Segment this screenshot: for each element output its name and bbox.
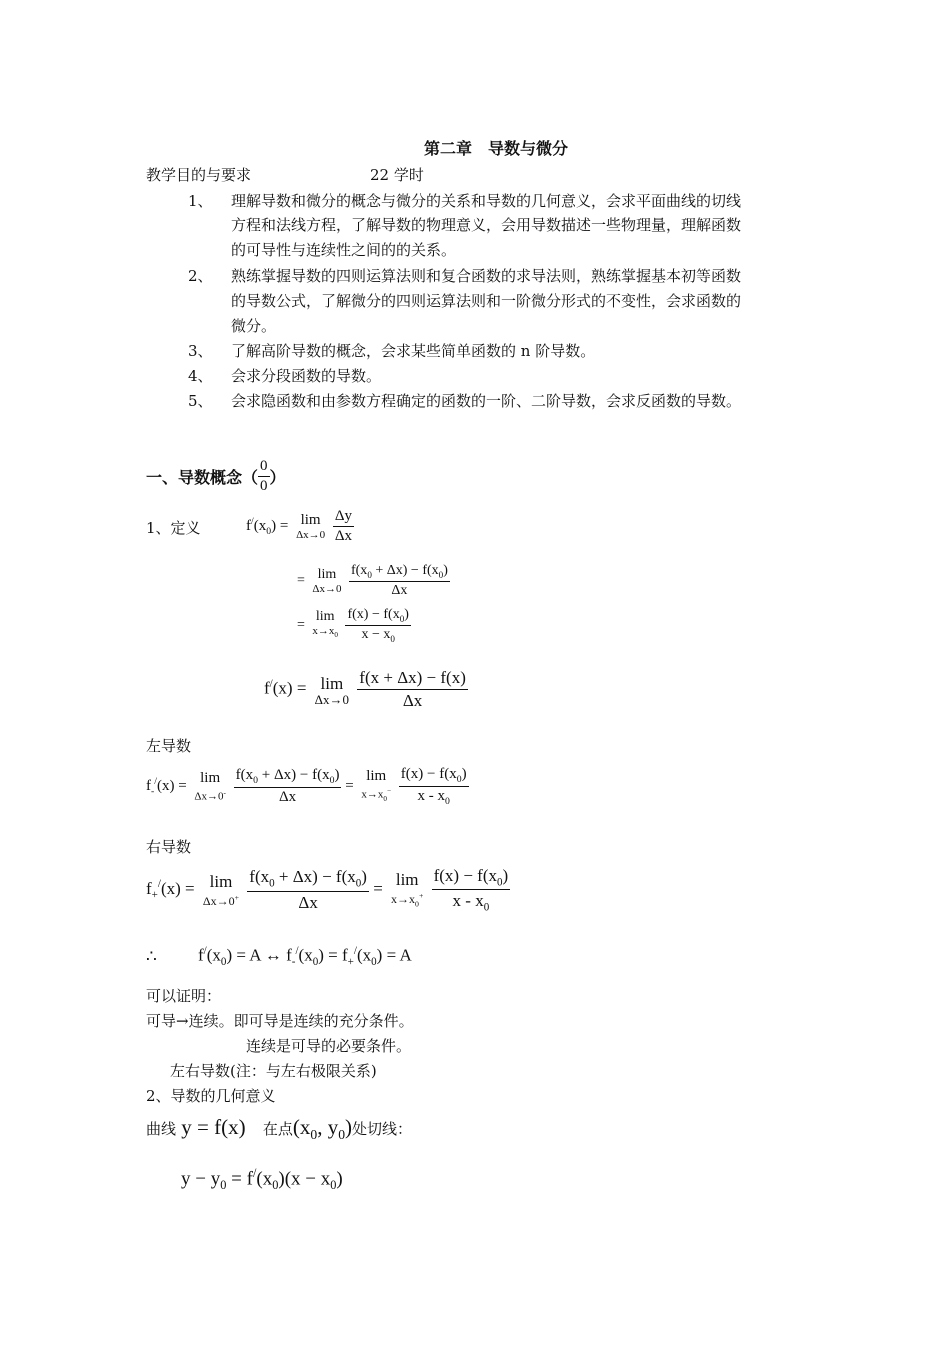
- objective-num: 4、: [188, 367, 213, 385]
- tangent-line-formula: $y - y_0 = f^/(x_0)(x - x_0)$: [181, 1166, 343, 1193]
- point-formula: ($x_0$, $y_0$): [292, 1115, 353, 1143]
- frac-num: 0: [258, 458, 270, 477]
- objectives-hours: 22 学时: [370, 166, 424, 184]
- objective-num: 2、: [188, 267, 213, 285]
- geometric-label: 2、导数的几何意义: [146, 1087, 276, 1105]
- objective-num: 3、: [188, 342, 213, 360]
- objective-line: 熟练掌握导数的四则运算法则和复合函数的求导法则，熟练掌握基本初等函数: [231, 267, 742, 285]
- curve-prefix: 曲线: [146, 1120, 177, 1138]
- objective-line: 方程和法线方程，了解导数的物理意义，会用导数描述一些物理量，理解函数: [231, 216, 742, 234]
- curve-suffix: 处切线：: [352, 1120, 413, 1138]
- definition-formula-3: = lim $x\to x_0$ $\frac{f(x) - f(x_0)}{x - x_0}$: [297, 607, 409, 644]
- right-derivative-formula: $f_+^/(x)$ = lim Δx→0+ $\frac{f(x_0 + \Delta x) - f(x_0)}{\Delta x}$ = lim $x\to x_0^+$ $\frac{f(x) - f(x_0)}{x - x_0}$: [146, 866, 509, 914]
- proof-label: 可以证明：: [146, 987, 222, 1005]
- objective-line: 的导数公式，了解微分的四则运算法则和一阶微分形式的不变性，会求函数的: [231, 292, 742, 310]
- left-derivative-formula: $f_-^/(x)$ = lim Δx→0- $\frac{f(x_0 + \Delta x) - f(x_0)}{\Delta x}$ = lim $x\to x_0^-$ $\frac{f(x) - f(x_0)}{x - x_0}$: [146, 766, 467, 807]
- objective-line: 理解导数和微分的概念与微分的关系和导数的几何意义，会求平面曲线的切线: [231, 192, 742, 210]
- tangent-statement: [146, 1115, 412, 1143]
- section-heading-close: ）: [269, 468, 286, 487]
- section-heading: [146, 458, 286, 495]
- objective-num: 5、: [188, 392, 213, 410]
- objective-line: 微分。: [231, 317, 277, 335]
- left-derivative-label: 左导数: [146, 737, 192, 755]
- definition-formula-1: $f^/(x_0)$ = lim Δx→0 $\frac{\Delta y}{\Delta x}$: [246, 508, 353, 544]
- definition-label: 1、定义: [146, 519, 201, 537]
- curve-formula: y = f(x): [176, 1115, 251, 1139]
- zero-over-zero: [258, 458, 270, 495]
- objective-line: 会求分段函数的导数。: [231, 367, 382, 385]
- equivalence-formula: $f^/(x_0) = A$ ↔ $f_-^/(x_0) = f_+^/(x_0) = A$: [198, 945, 412, 969]
- proof-line: 可导→连续。即可导是连续的充分条件。: [146, 1012, 414, 1030]
- frac-den: 0: [260, 478, 268, 494]
- objective-line: 会求隐函数和由参数方程确定的函数的一阶、二阶导数，会求反函数的导数。: [231, 392, 742, 410]
- right-derivative-label: 右导数: [146, 838, 192, 856]
- therefore-symbol: ∴: [146, 947, 157, 967]
- objective-line: 了解高阶导数的概念，会求某些简单函数的 n 阶导数。: [231, 342, 596, 360]
- definition-formula-2: = lim Δx→0 $\frac{f(x_0 + \Delta x) - f(x_0)}{\Delta x}$: [297, 563, 448, 598]
- objectives-heading: 教学目的与要求: [146, 166, 252, 184]
- derivative-formula: f/(x) = lim Δx→0 $\frac{f(x + \Delta x) - f(x)}{\Delta x}$: [264, 668, 466, 710]
- proof-line: 左右导数(注：与左右极限关系): [170, 1062, 377, 1080]
- proof-line: 连续是可导的必要条件。: [246, 1037, 412, 1055]
- curve-mid: 在点: [262, 1120, 293, 1138]
- objective-num: 1、: [188, 192, 213, 210]
- objective-line: 的可导性与连续性之间的的关系。: [231, 241, 457, 259]
- section-heading-text: 一、导数概念（: [146, 468, 259, 487]
- page-title: 第二章 导数与微分: [424, 139, 569, 158]
